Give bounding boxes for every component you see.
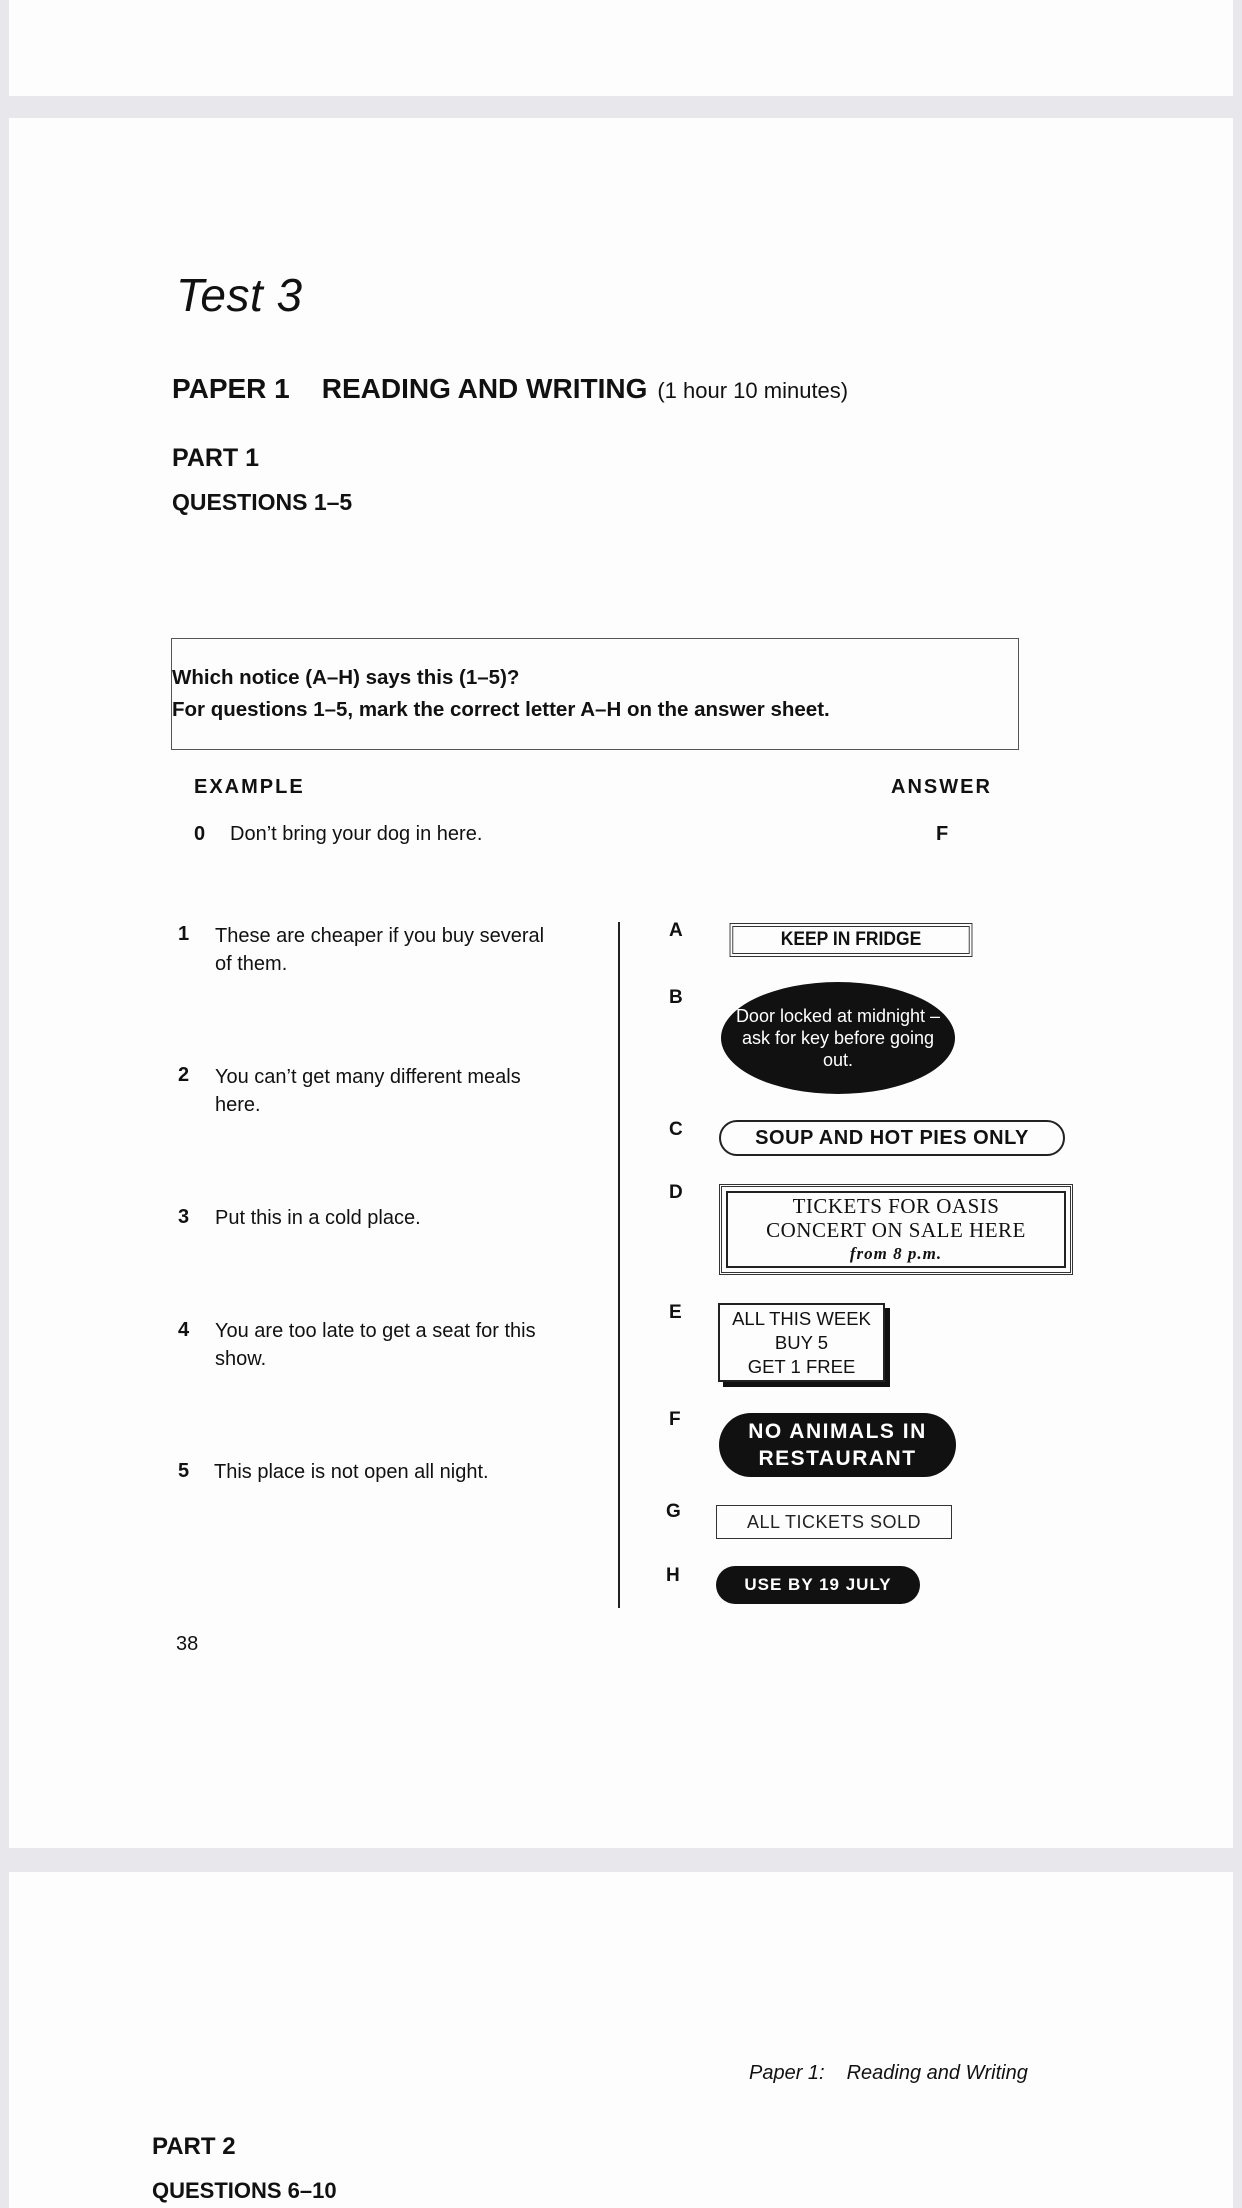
question-number: 1 [178,923,190,945]
notice-b [721,982,955,1094]
question-number: 5 [178,1460,190,1482]
instruction-line: For questions 1–5, mark the correct letter A–H on the answer sheet. [172,698,830,721]
notice-d-line: CONCERT ON SALE HERE [766,1217,1026,1242]
questions-6-10-heading: QUESTIONS 6–10 [152,2178,337,2203]
notice-h: USE BY 19 JULY [716,1566,920,1604]
question-number: 4 [178,1319,190,1341]
notice-d-line: TICKETS FOR OASIS [792,1193,1000,1218]
question-text: Put this in a cold place. [215,1207,421,1229]
notice-g: ALL TICKETS SOLD [716,1505,952,1539]
notice-e-line: ALL THIS WEEK [732,1307,871,1329]
notice-c: SOUP AND HOT PIES ONLY [719,1120,1065,1156]
question-number: 2 [178,1064,190,1086]
question-text: These are cheaper if you buy several of them. [215,925,545,975]
page-number: 38 [176,1633,199,1655]
instruction-line: Which notice (A–H) says this (1–5)? [172,666,520,689]
paper-name: READING AND WRITING [321,373,648,404]
question-text: You are too late to get a seat for this show. [215,1320,536,1370]
running-head [749,2062,1028,2085]
example-number: 0 [194,823,206,845]
running-head-paper: Paper 1: [749,2062,825,2084]
notice-f-line: NO ANIMALS IN [748,1420,927,1443]
paper-heading [172,373,848,405]
notice-f-line: RESTAURANT [758,1447,917,1470]
notice-e-line: BUY 5 [774,1331,829,1353]
notice-f [719,1413,956,1477]
previous-page [9,0,1233,96]
example-box [171,638,1019,750]
notice-a: KEEP IN FRIDGE [730,923,973,957]
questions-heading: QUESTIONS 1–5 [172,489,353,515]
notice-letter: D [669,1182,683,1203]
notice-e [718,1303,885,1382]
notice-letter: C [669,1119,683,1140]
part-2-heading: PART 2 [152,2133,236,2160]
example-header: EXAMPLE [194,776,305,798]
example-question: Don’t bring your dog in here. [230,823,483,845]
answer-header: ANSWER [891,776,992,798]
notice-letter: A [669,920,683,941]
notice-letter: G [666,1501,681,1522]
notice-letter: E [669,1302,682,1323]
notice-d [719,1184,1073,1275]
notice-letter: F [669,1409,681,1430]
example-answer: F [936,823,949,845]
question-text: You can’t get many different meals here. [215,1066,521,1116]
part-heading: PART 1 [172,444,260,472]
notice-letter: B [669,987,683,1008]
paper-number: PAPER 1 [172,373,290,404]
notice-letter: H [666,1565,680,1586]
column-divider [618,922,620,1608]
notice-b-text: Door locked at midnight – ask for key before going out. [735,1006,941,1070]
question-text: This place is not open all night. [214,1461,489,1483]
notice-e-line: GET 1 FREE [747,1355,856,1377]
paper-duration: (1 hour 10 minutes) [657,378,849,403]
running-head-title: Reading and Writing [846,2062,1028,2084]
test-title: Test 3 [176,269,303,321]
question-number: 3 [178,1206,190,1228]
notice-d-line: from 8 p.m. [849,1243,943,1263]
